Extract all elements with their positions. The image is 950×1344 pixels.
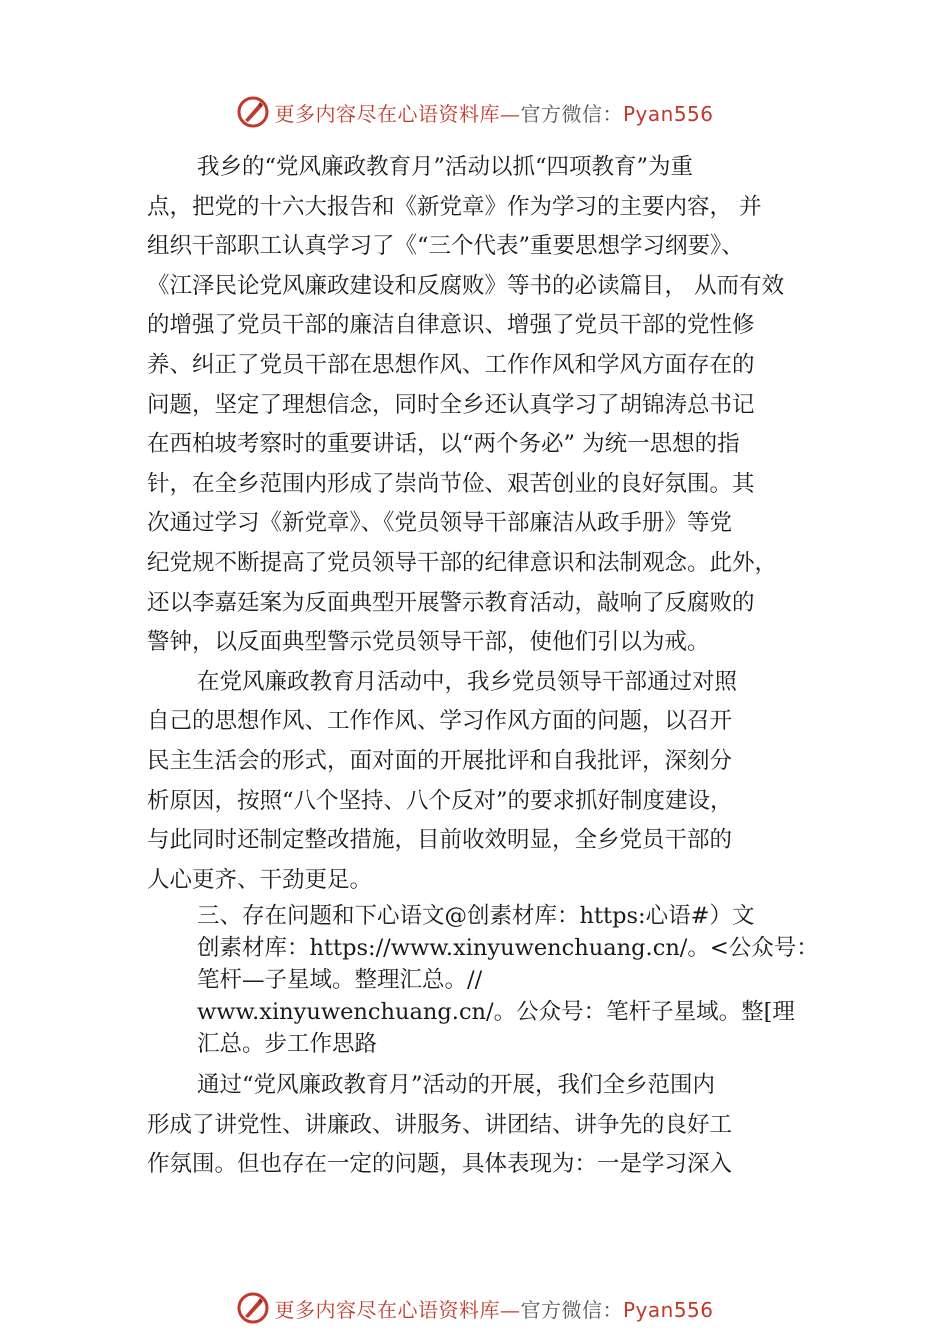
banner-text: 更多内容尽在心语资料库—官方微信：Pyan556 — [274, 101, 714, 126]
heading-line: 三、存在问题和下心语文@创素材库：https:心语#）文 — [197, 903, 755, 930]
text-line: 针，在全乡范围内形成了崇尚节俭、艰苦创业的良好氛围。其 — [147, 470, 755, 497]
paragraph-3 — [147, 1066, 837, 1185]
text-line: 次通过学习《新党章》、《党员领导干部廉洁从政手册》等党 — [147, 510, 733, 537]
heading-line: 汇总。步工作思路 — [197, 1031, 378, 1058]
text-line: 自己的思想作风、工作作风、学习作风方面的问题，以召开 — [147, 708, 733, 735]
footer-banner — [0, 1288, 950, 1328]
text-line: 《江泽民论党风廉政建设和反腐败》等书的必读篇目， 从而有效 — [147, 272, 785, 299]
text-line: 民主生活会的形式，面对面的开展批评和自我批评，深刻分 — [147, 747, 733, 774]
text-line: 与此同时还制定整改措施，目前收效明显，全乡党员干部的 — [147, 827, 733, 854]
text-line: 在西柏坡考察时的重要讲话，以“两个务必” 为统一思想的指 — [147, 431, 740, 458]
banner-text: 更多内容尽在心语资料库—官方微信：Pyan556 — [274, 1297, 714, 1322]
text-line: 纪党规不断提高了党员领导干部的纪律意识和法制观念。此外， — [147, 549, 778, 576]
text-line: 问题，坚定了理想信念，同时全乡还认真学习了胡锦涛总书记 — [147, 391, 755, 418]
text-line: 的增强了党员干部的廉洁自律意识、增强了党员干部的党性修 — [147, 312, 755, 339]
text-line: 人心更齐、干劲更足。 — [147, 866, 373, 893]
pen-logo-icon — [236, 95, 270, 129]
section-heading — [147, 900, 837, 1060]
text-line: 通过“党风廉政教育月”活动的开展，我们全乡范围内 — [197, 1072, 716, 1099]
text-line: 养、纠正了党员干部在思想作风、工作作风和学风方面存在的 — [147, 351, 755, 378]
document-body — [147, 148, 837, 1185]
heading-line: 笔杆—子星域。整理汇总。// — [197, 967, 483, 994]
text-line: 还以李嘉廷案为反面典型开展警示教育活动，敲响了反腐败的 — [147, 589, 755, 616]
header-banner — [0, 92, 950, 132]
heading-line: 创素材库：https://www.xinyuwenchuang.cn/。<公众号： — [197, 935, 819, 962]
pen-logo-icon — [236, 1291, 270, 1325]
heading-line: www.xinyuwenchuang.cn/。公众号：笔杆子星域。整[理 — [197, 999, 795, 1026]
paragraph-2 — [147, 663, 837, 901]
text-line: 组织干部职工认真学习了《“三个代表”重要思想学习纲要》、 — [147, 233, 744, 260]
text-line: 在党风廉政教育月活动中，我乡党员领导干部通过对照 — [197, 668, 738, 695]
paragraph-1 — [147, 148, 837, 663]
text-line: 警钟，以反面典型警示党员领导干部，使他们引以为戒。 — [147, 629, 710, 656]
text-line: 形成了讲党性、讲廉政、讲服务、讲团结、讲争先的良好工 — [147, 1111, 733, 1138]
text-line: 析原因，按照“八个坚持、八个反对”的要求抓好制度建设， — [147, 787, 733, 814]
text-line: 我乡的“党风廉政教育月”活动以抓“四项教育”为重 — [197, 154, 694, 180]
text-line: 作氛围。但也存在一定的问题，具体表现为：一是学习深入 — [147, 1151, 733, 1178]
text-line: 点，把党的十六大报告和《新党章》作为学习的主要内容， 并 — [147, 193, 762, 220]
